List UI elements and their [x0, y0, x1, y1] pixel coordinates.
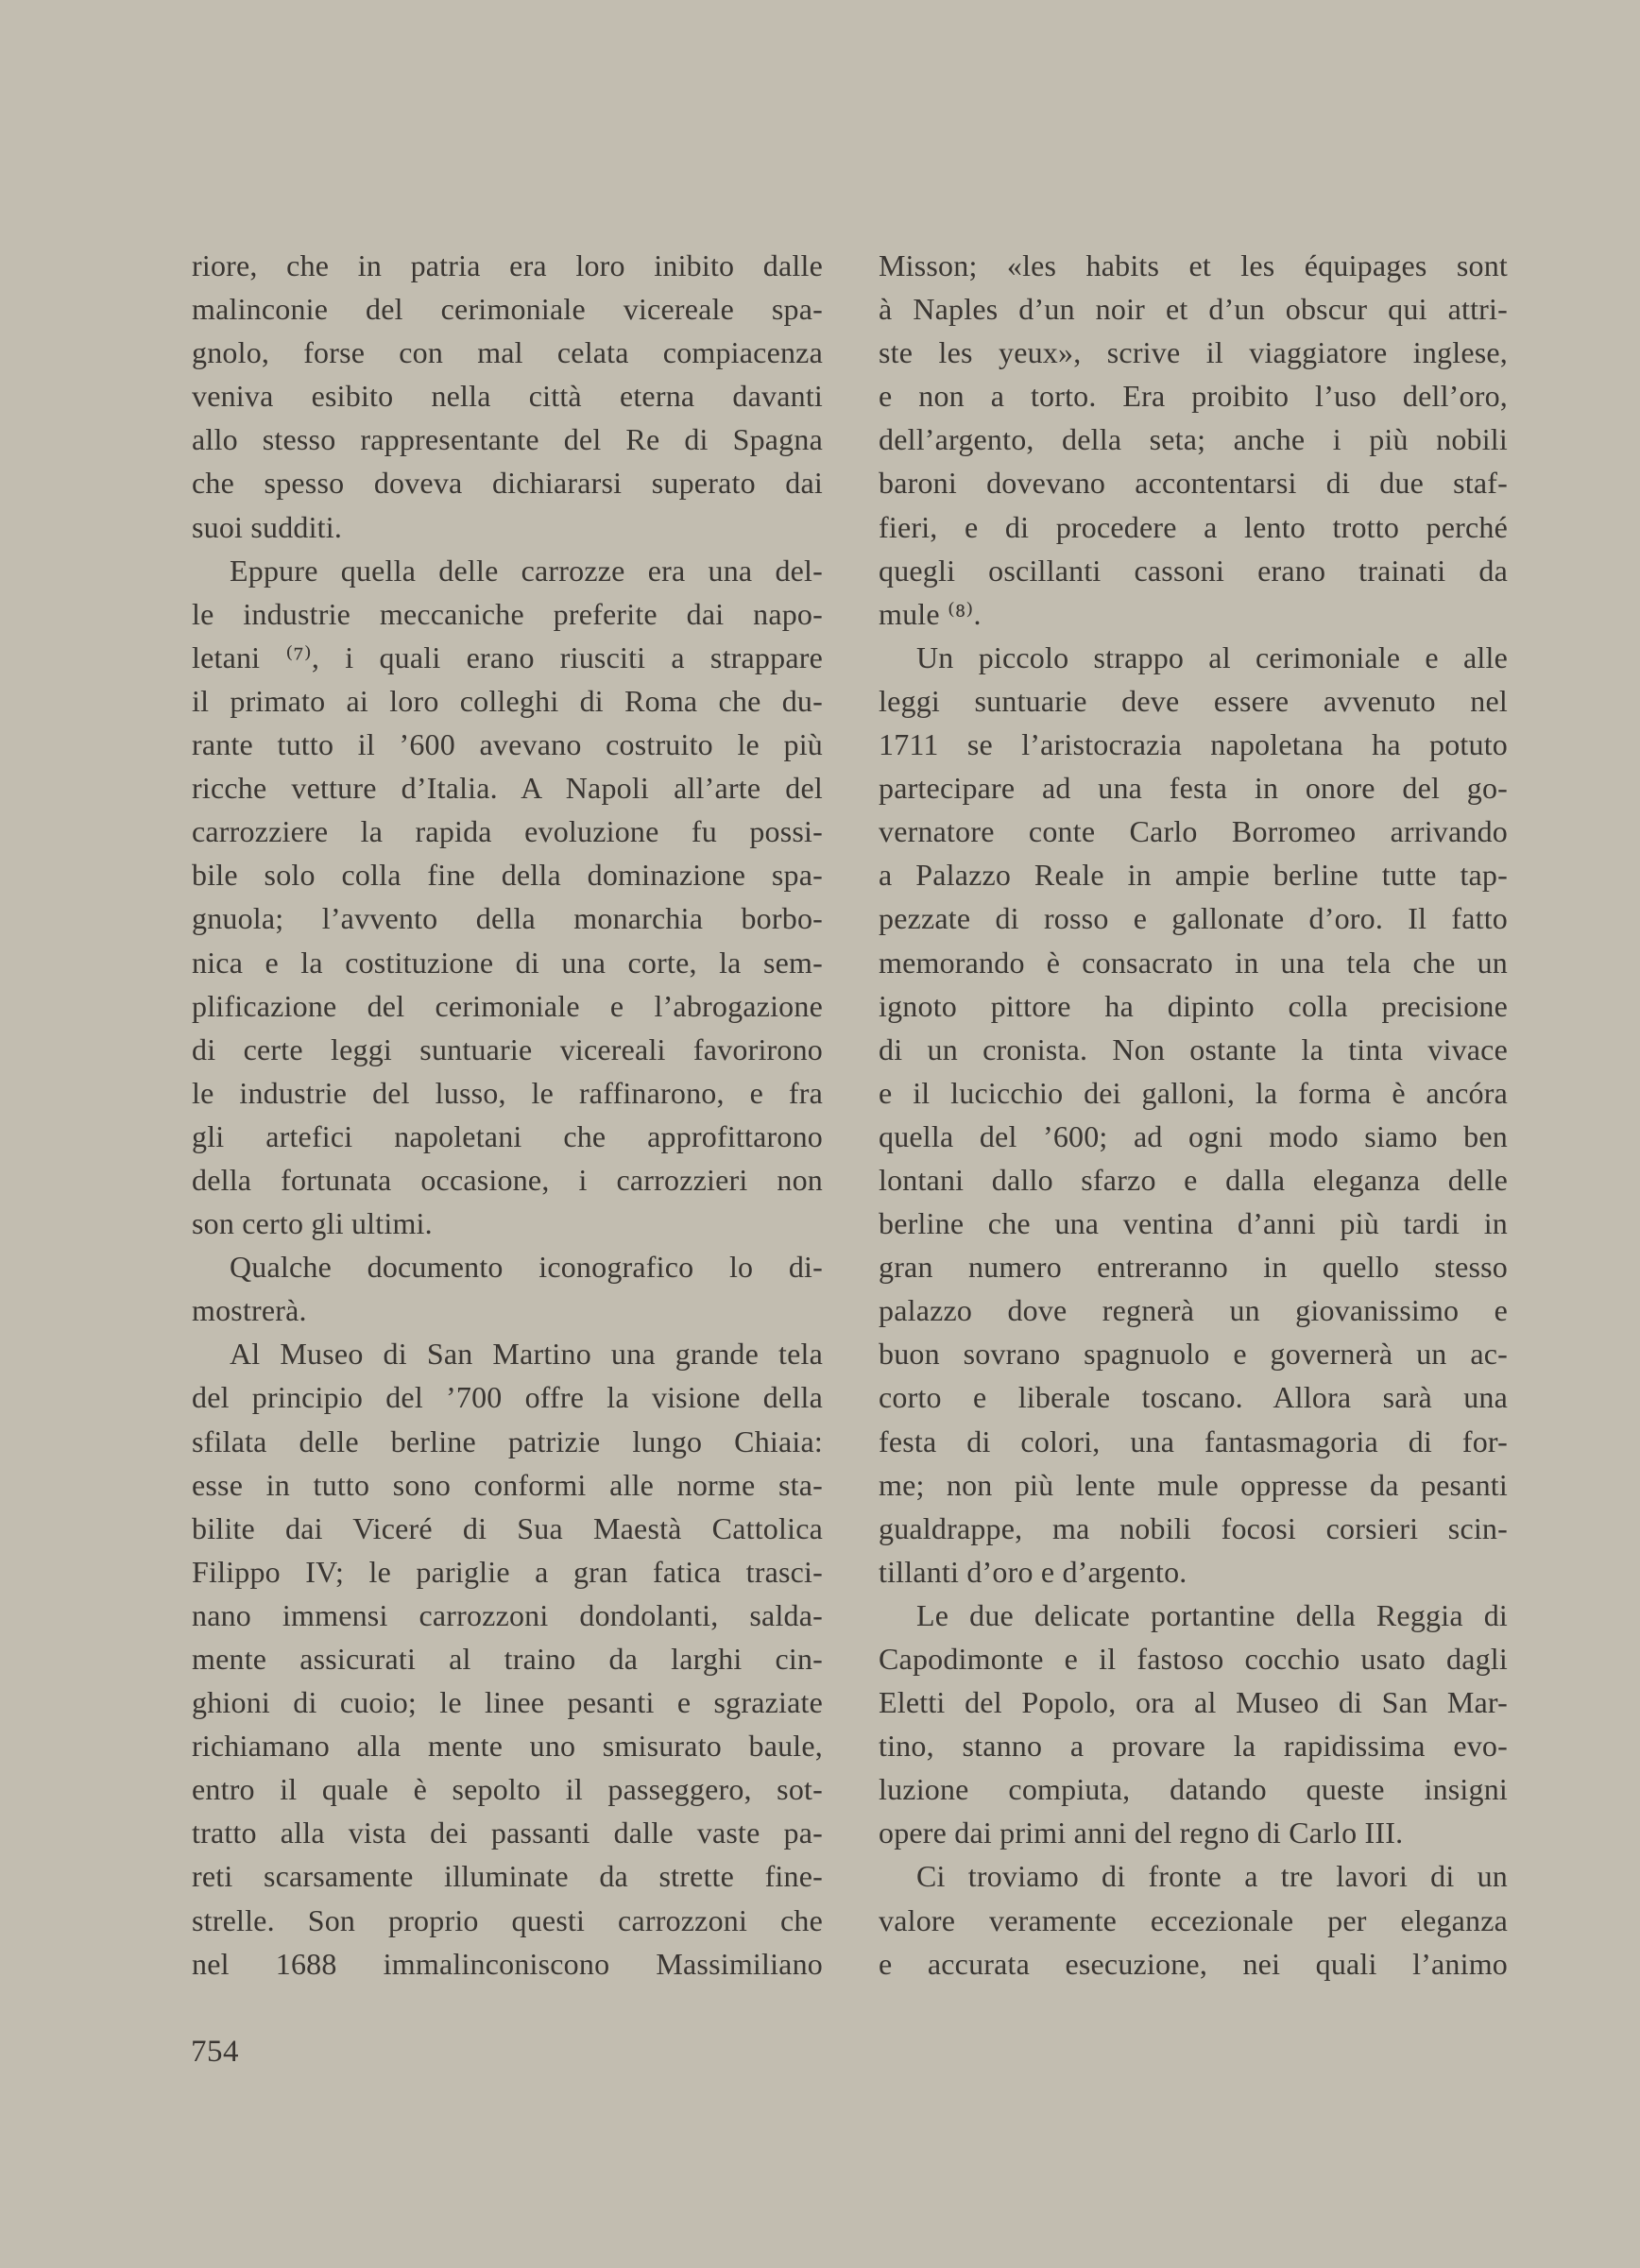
- text-line: opere dai primi anni del regno di Carlo III.: [879, 1816, 1404, 1850]
- text-line: bile solo colla fine della dominazione spa-: [192, 858, 823, 893]
- text-line: nica e la costituzione di una corte, la sem-: [192, 945, 823, 980]
- text-line: strelle. Son proprio questi carrozzoni che: [192, 1902, 823, 1937]
- text-line: le industrie meccaniche preferite dai napo-: [192, 596, 823, 631]
- text-line: suoi sudditi.: [192, 509, 343, 544]
- text-line: tino, stanno a provare la rapidissima evo-: [879, 1729, 1508, 1764]
- text-line: quella del ’600; ad ogni modo siamo ben: [879, 1118, 1508, 1153]
- text-line: che spesso doveva dichiararsi superato dai: [192, 466, 823, 501]
- right-text-column: [879, 244, 1508, 1986]
- text-line: Le due delicate portantine della Reggia di: [916, 1597, 1508, 1632]
- text-line: ghioni di cuoio; le linee pesanti e sgraziate: [192, 1685, 823, 1720]
- text-line: veniva esibito nella città eterna davanti: [192, 379, 823, 414]
- text-line: son certo gli ultimi.: [192, 1206, 433, 1241]
- text-line: me; non più lente mule oppresse da pesanti: [879, 1467, 1508, 1502]
- text-line: Ci troviamo di fronte a tre lavori di un: [916, 1859, 1508, 1894]
- text-line: richiamano alla mente uno smisurato baule,: [192, 1729, 823, 1764]
- text-line: carrozziere la rapida evoluzione fu possi-: [192, 814, 823, 849]
- text-line: letani ⁽⁷⁾, i quali erano riusciti a strappare: [192, 639, 823, 674]
- text-line: memorando è consacrato in una tela che un: [879, 945, 1508, 980]
- text-line: quegli oscillanti cassoni erano trainati da: [879, 553, 1508, 588]
- text-line: riore, che in patria era loro inibito dalle: [192, 248, 823, 282]
- text-line: luzione compiuta, datando queste insigni: [879, 1772, 1508, 1807]
- text-line: buon sovrano spagnuolo e governerà un ac-: [879, 1337, 1508, 1372]
- text-line: sfilata delle berline patrizie lungo Chiaia:: [192, 1424, 823, 1458]
- text-line: rante tutto il ’600 avevano costruito le più: [192, 727, 823, 762]
- text-line: Misson; «les habits et les équipages sont: [879, 248, 1508, 282]
- text-line: baroni dovevano accontentarsi di due staf-: [879, 466, 1508, 501]
- text-line: valore veramente eccezionale per eleganza: [879, 1902, 1508, 1937]
- text-line: 1711 se l’aristocrazia napoletana ha potuto: [879, 727, 1508, 762]
- text-line: e non a torto. Era proibito l’uso dell’oro,: [879, 379, 1508, 414]
- text-line: ignoto pittore ha dipinto colla precisione: [879, 988, 1508, 1023]
- text-line: il primato ai loro colleghi di Roma che du-: [192, 683, 823, 718]
- text-line: le industrie del lusso, le raffinarono, e fra: [192, 1075, 823, 1110]
- text-line: entro il quale è sepolto il passeggero, sot-: [192, 1772, 823, 1807]
- text-line: reti scarsamente illuminate da strette fine-: [192, 1859, 823, 1894]
- text-line: mule ⁽⁸⁾.: [879, 596, 982, 631]
- text-line: Al Museo di San Martino una grande tela: [230, 1337, 823, 1372]
- text-line: tratto alla vista dei passanti dalle vaste pa-: [192, 1816, 823, 1850]
- text-line: Un piccolo strappo al cerimoniale e alle: [916, 639, 1508, 674]
- text-line: a Palazzo Reale in ampie berline tutte tap-: [879, 858, 1508, 893]
- text-line: à Naples d’un noir et d’un obscur qui attri-: [879, 292, 1508, 327]
- text-line: fieri, e di procedere a lento trotto perché: [879, 509, 1508, 544]
- text-line: e il lucicchio dei galloni, la forma è ancóra: [879, 1075, 1508, 1110]
- text-line: di un cronista. Non ostante la tinta vivace: [879, 1032, 1508, 1066]
- text-line: bilite dai Viceré di Sua Maestà Cattolica: [192, 1510, 823, 1545]
- text-line: gualdrappe, ma nobili focosi corsieri scin-: [879, 1510, 1508, 1545]
- text-line: pezzate di rosso e gallonate d’oro. Il fatto: [879, 901, 1508, 936]
- text-line: Eppure quella delle carrozze era una del-: [230, 553, 823, 588]
- text-line: allo stesso rappresentante del Re di Spagna: [192, 422, 823, 457]
- page-number: 754: [191, 2035, 239, 2069]
- text-line: gnolo, forse con mal celata compiacenza: [192, 335, 823, 370]
- text-line: partecipare ad una festa in onore del go-: [879, 771, 1508, 806]
- text-line: palazzo dove regnerà un giovanissimo e: [879, 1293, 1508, 1328]
- text-line: mente assicurati al traino da larghi cin-: [192, 1642, 823, 1676]
- text-line: esse in tutto sono conformi alle norme sta-: [192, 1467, 823, 1502]
- text-line: vernatore conte Carlo Borromeo arrivando: [879, 814, 1508, 849]
- text-line: nano immensi carrozzoni dondolanti, salda-: [192, 1597, 823, 1632]
- text-line: malinconie del cerimoniale vicereale spa-: [192, 292, 823, 327]
- text-line: Eletti del Popolo, ora al Museo di San Mar-: [879, 1685, 1508, 1720]
- text-line: gran numero entreranno in quello stesso: [879, 1250, 1508, 1285]
- text-line: ste les yeux», scrive il viaggiatore inglese,: [879, 335, 1508, 370]
- text-line: lontani dallo sfarzo e dalla eleganza delle: [879, 1162, 1508, 1197]
- text-line: plificazione del cerimoniale e l’abrogazione: [192, 988, 823, 1023]
- text-line: corto e liberale toscano. Allora sarà una: [879, 1380, 1508, 1415]
- text-line: della fortunata occasione, i carrozzieri non: [192, 1162, 823, 1197]
- text-line: Qualche documento iconografico lo di-: [230, 1250, 823, 1285]
- text-line: festa di colori, una fantasmagoria di for-: [879, 1424, 1508, 1458]
- text-line: del principio del ’700 offre la visione della: [192, 1380, 823, 1415]
- text-line: e accurata esecuzione, nei quali l’animo: [879, 1946, 1508, 1981]
- text-line: ricche vetture d’Italia. A Napoli all’arte del: [192, 771, 823, 806]
- text-line: dell’argento, della seta; anche i più nobili: [879, 422, 1508, 457]
- text-line: gnuola; l’avvento della monarchia borbo-: [192, 901, 823, 936]
- text-line: tillanti d’oro e d’argento.: [879, 1554, 1187, 1589]
- text-line: Capodimonte e il fastoso cocchio usato dagli: [879, 1642, 1508, 1676]
- text-line: mostrerà.: [192, 1293, 307, 1328]
- text-line: berline che una ventina d’anni più tardi in: [879, 1206, 1508, 1241]
- text-line: di certe leggi suntuarie vicereali favorirono: [192, 1032, 823, 1066]
- left-text-column: [192, 244, 823, 1986]
- text-line: nel 1688 immalinconiscono Massimiliano: [192, 1946, 823, 1981]
- text-line: gli artefici napoletani che approfittarono: [192, 1118, 823, 1153]
- text-line: Filippo IV; le pariglie a gran fatica trasci-: [192, 1554, 823, 1589]
- text-line: leggi suntuarie deve essere avvenuto nel: [879, 683, 1508, 718]
